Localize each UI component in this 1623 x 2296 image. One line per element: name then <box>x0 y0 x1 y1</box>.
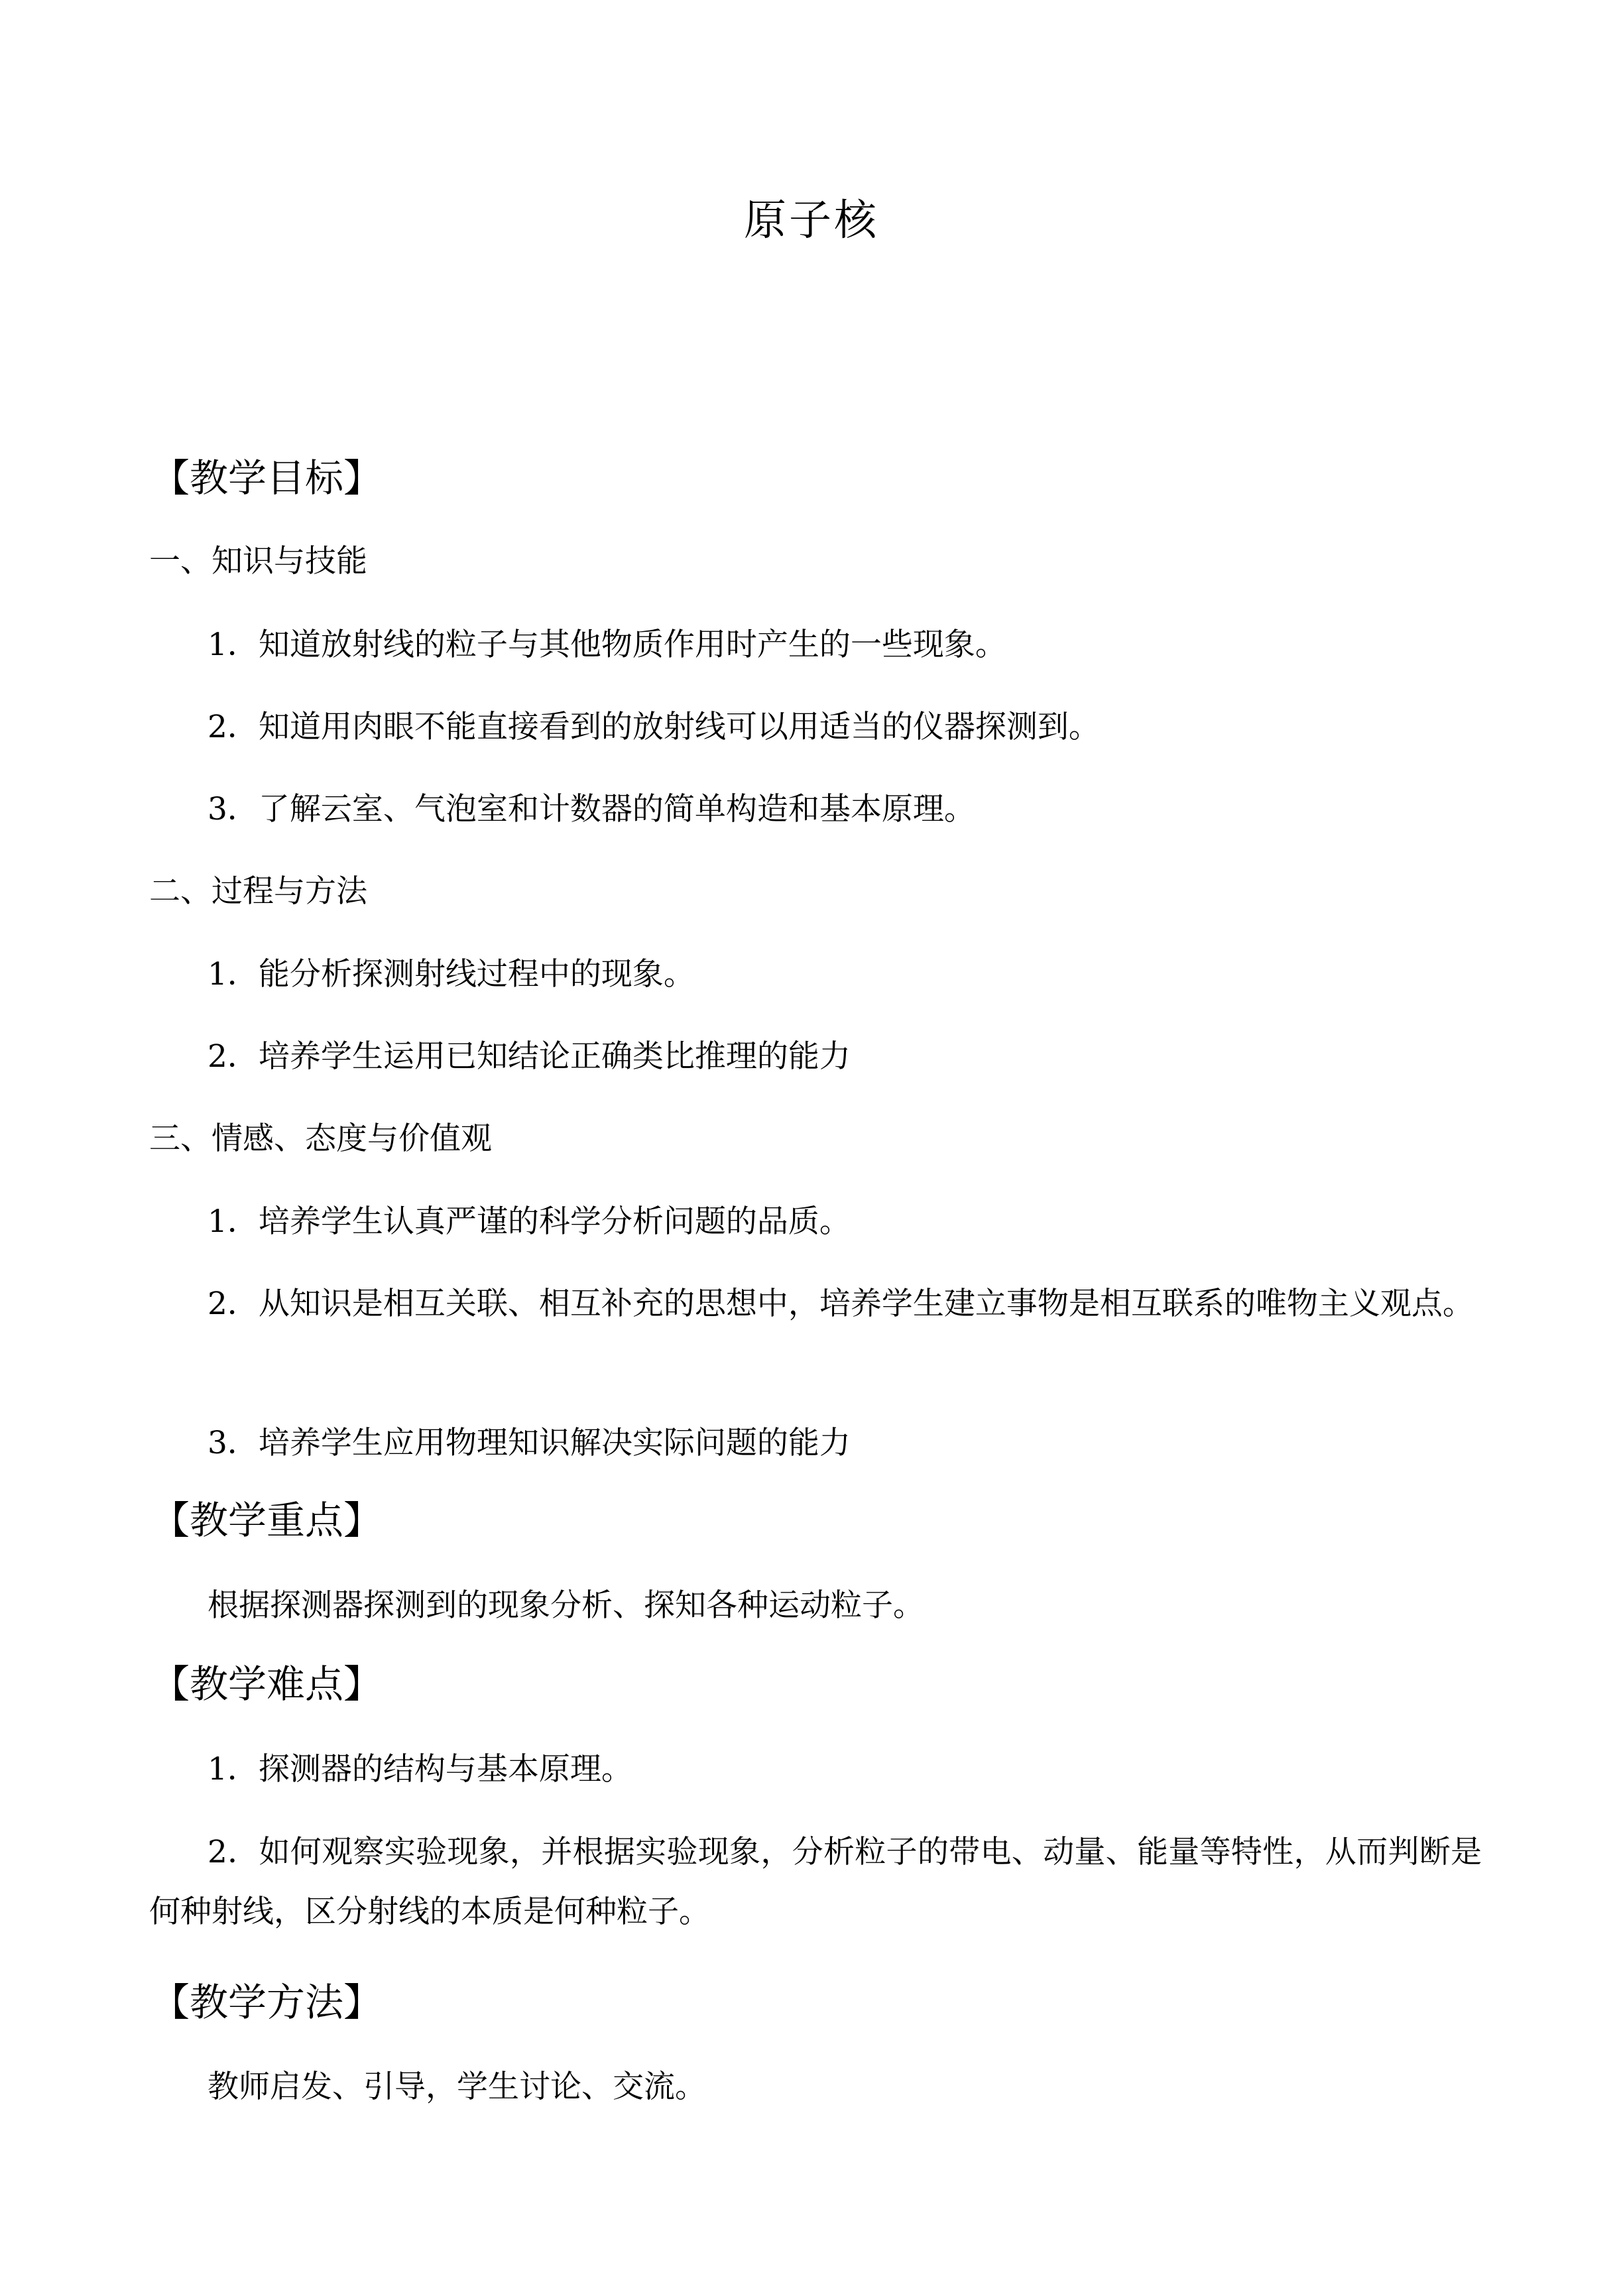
objective-item: 1．知道放射线的粒子与其他物质作用时产生的一些现象。 <box>208 627 1006 663</box>
objective-item: 2．培养学生运用已知结论正确类比推理的能力 <box>208 1038 851 1075</box>
key-points-text: 根据探测器探测到的现象分析、探知各种运动粒子。 <box>208 1587 924 1624</box>
objective-item-paragraph: 2．从知识是相互关联、相互补充的思想中，培养学生建立事物是相互联系的唯物主义观点。 <box>208 1286 1474 1322</box>
objective-item: 3．培养学生应用物理知识解决实际问题的能力 <box>208 1425 851 1461</box>
subheading-knowledge-skills: 一、知识与技能 <box>149 543 367 579</box>
document-title: 原子核 <box>744 196 879 245</box>
difficulty-item-paragraph: 2．如何观察实验现象，并根据实验现象，分析粒子的带电、动量、能量等特性，从而判断是何种射线，区分射线的本质是何种粒子。 <box>149 1834 1482 1930</box>
objective-item: 1．能分析探测射线过程中的现象。 <box>208 956 695 993</box>
objective-item: 2．知道用肉眼不能直接看到的放射线可以用适当的仪器探测到。 <box>208 709 1100 745</box>
section-heading-methods: 【教学方法】 <box>151 1980 383 2025</box>
subheading-process-methods: 二、过程与方法 <box>149 873 367 910</box>
section-heading-objectives: 【教学目标】 <box>151 455 383 501</box>
section-heading-difficulties: 【教学难点】 <box>151 1662 383 1707</box>
methods-text: 教师启发、引导，学生讨论、交流。 <box>208 2069 706 2105</box>
subheading-emotion-values: 三、情感、态度与价值观 <box>149 1120 492 1157</box>
objective-item: 3．了解云室、气泡室和计数器的简单构造和基本原理。 <box>208 791 975 827</box>
difficulty-item: 1．探测器的结构与基本原理。 <box>208 1751 632 1787</box>
section-heading-key-points: 【教学重点】 <box>151 1498 383 1543</box>
objective-item: 1．培养学生认真严谨的科学分析问题的品质。 <box>208 1203 851 1240</box>
